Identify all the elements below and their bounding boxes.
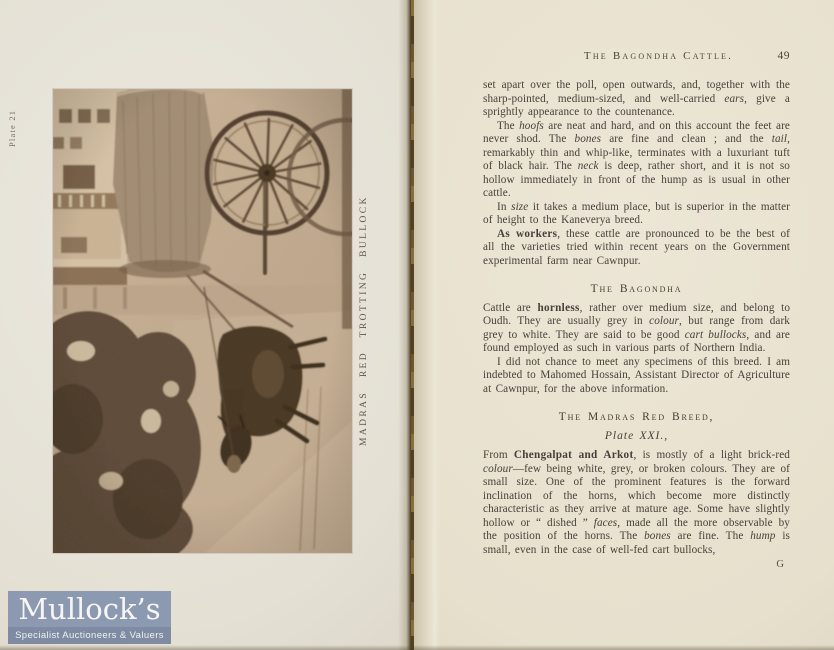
- plate-reference: Plate XXI.,: [604, 429, 669, 442]
- text-run: , rather over medium size, and belong to Oudh. They are usually grey in: [483, 301, 791, 327]
- plate-caption: MADRAS RED TROTTING BULLOCK: [359, 195, 369, 446]
- emphasized-text: ears: [724, 92, 745, 105]
- emphasized-text: neck: [577, 160, 599, 172]
- text-run: is deep, rather short, and it is not so hollow immediately in front of the hump as is usual in other cattle.: [483, 160, 790, 199]
- emphasized-text: size: [511, 200, 529, 213]
- text-run: , made all the more observable by the position of the horns. The: [483, 516, 790, 542]
- body-text-column: [483, 79, 790, 572]
- text-run: are fine and clean ; and the: [601, 133, 772, 145]
- text-run: , give a sprightly appearance to the countenance.: [483, 92, 790, 118]
- emphasized-text: bones: [644, 530, 671, 542]
- page-edge-shadow: [0, 645, 834, 650]
- watermark-tagline: Specialist Auctioneers & Valuers: [8, 627, 171, 644]
- text-run: , and are found employed as such in various parts of Northern India.: [483, 328, 790, 354]
- paragraph: [483, 228, 790, 269]
- text-blocks: [483, 79, 790, 557]
- plate-photo-frame: [53, 89, 352, 553]
- paragraph: [483, 79, 790, 120]
- left-page: [0, 0, 410, 650]
- text-run: are neat and hard, and on this account the feet are never shod. The: [483, 119, 790, 145]
- paragraph: [483, 201, 790, 228]
- text-run: , is mostly of a light brick-red: [633, 449, 790, 461]
- plate-number-label: Plate 21: [7, 109, 17, 147]
- text-run: In: [497, 200, 512, 213]
- auction-house-watermark: [8, 591, 171, 644]
- paragraph: [483, 120, 790, 201]
- paragraph: [483, 302, 790, 356]
- paragraph: [483, 449, 790, 557]
- text-run: set apart over the poll, open outwards, and, together with the sharp-pointed, medium-sized, and well-carried: [483, 79, 790, 105]
- emphasized-text: hornless: [537, 301, 580, 314]
- text-run: Cattle are: [483, 301, 538, 314]
- text-run: From: [483, 449, 514, 461]
- text-run: , these cattle are pronounced to be the best of all the varieties tried within recent years on the Government experimental farm near Cawnpur.: [483, 227, 790, 267]
- section-heading: The Madras Red Breed,: [558, 411, 715, 423]
- text-run: is small, even in the case of well-fed cart bullocks,: [483, 530, 791, 556]
- emphasized-text: cart bullocks: [684, 328, 747, 341]
- running-head: [483, 50, 790, 66]
- emphasized-text: tail: [771, 133, 788, 145]
- emphasized-text: hump: [750, 530, 776, 542]
- emphasized-text: bones: [574, 133, 602, 145]
- text-run: I did not chance to meet any specimens of this breed. I am indebted to Mahomed Hossain, Assistant Director of Agriculture at Cawnpur, for the above information.: [483, 355, 790, 395]
- emphasized-text: As workers: [497, 227, 558, 240]
- text-run: The: [497, 119, 520, 132]
- text-run: —few being white, grey, or broken colours. They are of small size. One of the prominent features is the forward inclination of the horns, which become more distinctly characteristic as they arrive at mature age. Some have slightly hollow or “ dished ”: [483, 462, 790, 529]
- emphasized-text: Chengalpat and Arkot: [513, 449, 634, 461]
- text-run: are fine. The: [670, 530, 751, 542]
- emphasized-text: faces: [593, 516, 618, 529]
- text-run: , but range from dark grey to white. They are said to be good: [483, 315, 790, 341]
- emphasized-text: colour: [649, 315, 679, 327]
- paragraph: [483, 356, 790, 397]
- text-run: , remarkably thin and whip-like, terminates with a luxuriant tuft of black hair. The: [483, 133, 790, 172]
- watermark-name: Mullock’s: [8, 591, 171, 627]
- text-run: it takes a medium place, but is superior in the matter of height to the Kaneverya breed.: [483, 200, 790, 226]
- catchword: G: [776, 559, 784, 570]
- emphasized-text: hoofs: [519, 119, 544, 132]
- bullock-cart-photo: [53, 89, 352, 553]
- running-title: The Bagondha Cattle.: [583, 50, 734, 62]
- page-number: 49: [777, 50, 790, 62]
- emphasized-text: colour: [483, 462, 513, 475]
- section-heading: The Bagondha: [590, 283, 683, 295]
